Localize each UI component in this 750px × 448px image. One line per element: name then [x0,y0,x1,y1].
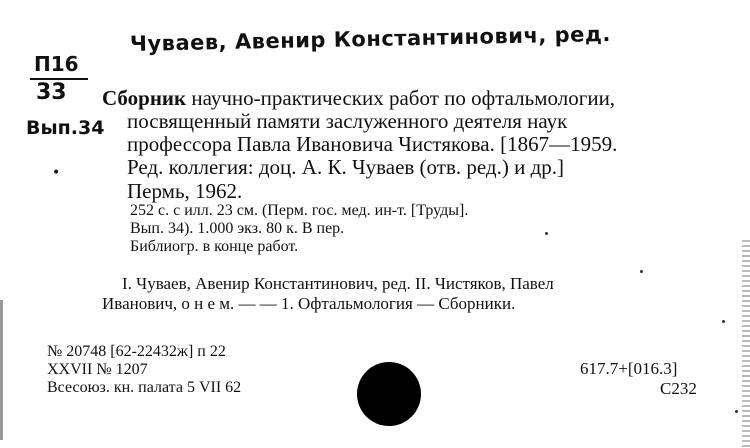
udc-code: 617.7+[016.3] [580,359,678,378]
tracings-line-2: Иванович, о н е м. — — 1. Офтальмология — Сборники. [102,294,516,313]
bibliography-note: Библиогр. в конце работ. [130,238,299,255]
handwritten-heading: Чуваев, Авенир Константинович, ред. [129,21,612,56]
title-lead-word: Сборник [102,86,187,110]
card-edge-left [0,300,3,440]
speck [640,270,643,273]
title-line [102,86,615,111]
card-edge-right [742,240,750,448]
tracings-line-1: I. Чуваев, Авенир Константинович, ред. II. Чистяков, Павел [122,274,554,293]
speck [545,232,548,235]
imprint-line: Пермь, 1962. [127,179,243,203]
ink-mark: • [52,165,61,181]
classification-code: С232 [660,379,697,398]
record-number: № 20748 [62-22432ж] п 22 [47,343,226,360]
speck [722,320,725,323]
call-number-issue: Вып.34 [26,117,105,139]
speck [735,410,738,413]
publisher-stamp: Всесоюз. кн. палата 5 VII 62 [47,379,242,396]
title-rest: научно-практических работ по офтальмологии, [186,86,616,110]
description-line-2: посвященный памяти заслуженного деятеля наук [127,109,568,133]
call-number-middle: 33 [36,80,67,105]
description-line-3: профессора Павла Ивановича Чистякова. [1867—1959. [127,132,618,156]
series-number: XXVII № 1207 [47,361,148,378]
call-number-top: П16 [34,52,79,76]
description-line-4: Ред. коллегия: доц. А. К. Чуваев (отв. ред.) и др.] [127,155,565,179]
collation-line-2: Вып. 34). 1.000 экз. 80 к. В пер. [130,220,345,237]
collation-line-1: 252 с. с илл. 23 см. (Перм. гос. мед. ин-т. [Труды]. [130,202,469,219]
punch-hole [357,362,421,426]
